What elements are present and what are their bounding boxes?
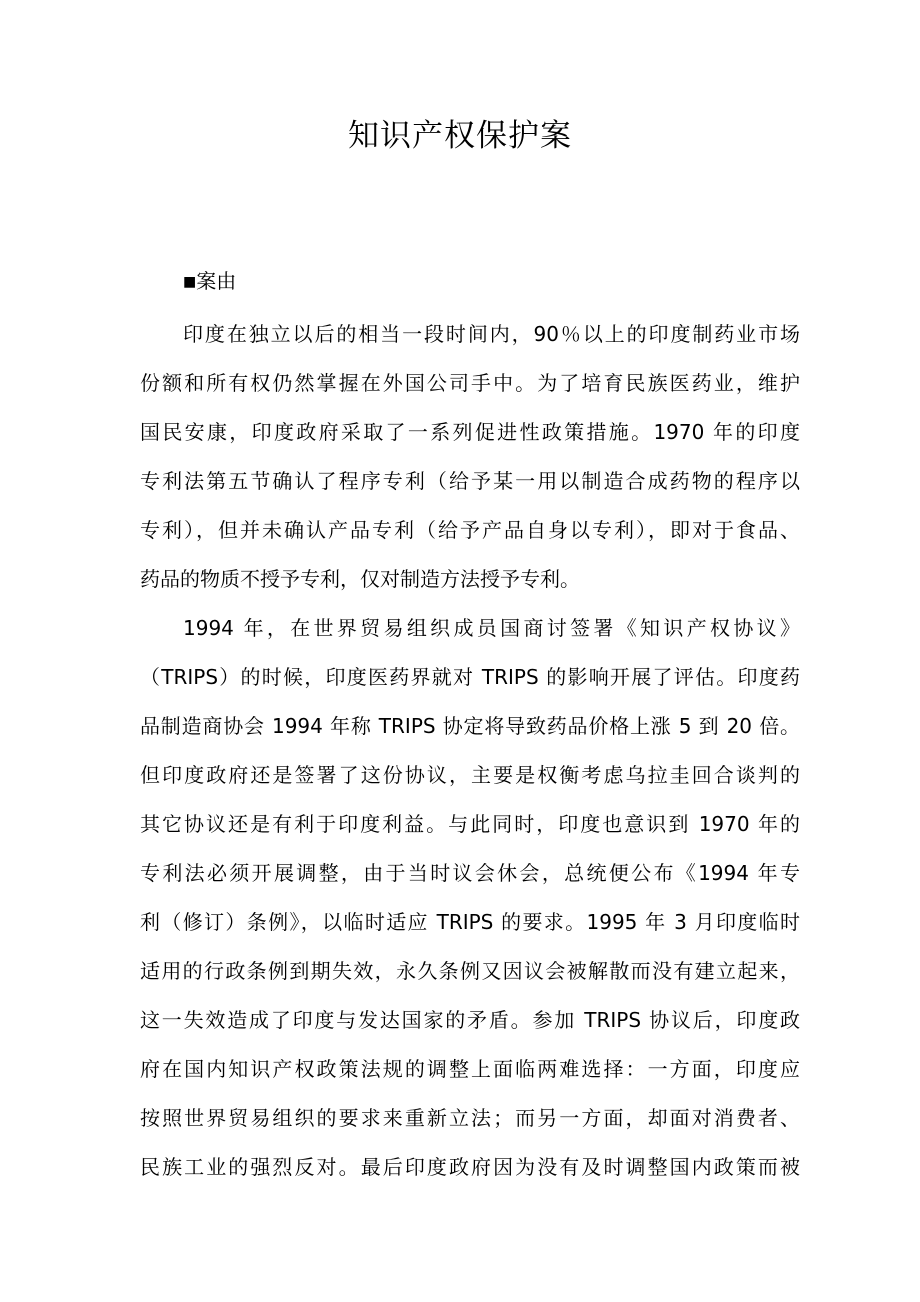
paragraph-line: 按照世界贸易组织的要求来重新立法；而另一方面，却面对消费者、: [140, 1106, 800, 1130]
paragraph-line: 药品的物质不授予专利，仅对制造方法授予专利。: [140, 567, 580, 591]
paragraph-line: 其它协议还是有利于印度利益。与此同时，印度也意识到 1970 年的: [140, 812, 800, 836]
paragraph-line: 印度在独立以后的相当一段时间内，90％以上的印度制药业市场: [183, 322, 800, 346]
paragraph-line: 利（修订）条例》，以临时适应 TRIPS 的要求。1995 年 3 月印度临时: [140, 910, 800, 934]
paragraph-line: 份额和所有权仍然掌握在外国公司手中。为了培育民族医药业，维护: [140, 371, 800, 395]
paragraph-2: [140, 604, 800, 1192]
paragraph-line: 民族工业的强烈反对。最后印度政府因为没有及时调整国内政策而被: [140, 1155, 800, 1179]
paragraph-line: 1994 年，在世界贸易组织成员国商讨签署《知识产权协议》: [183, 616, 800, 640]
paragraph-line: 品制造商协会 1994 年称 TRIPS 协定将导致药品价格上涨 5 到 20 倍。: [140, 714, 800, 738]
document-body: [140, 262, 800, 1192]
document-title: 知识产权保护案: [348, 118, 572, 154]
section-heading-label: 案由: [196, 269, 237, 293]
paragraph-line: （TRIPS）的时候，印度医药界就对 TRIPS 的影响开展了评估。印度药: [140, 665, 800, 689]
paragraph-line: 府在国内知识产权政策法规的调整上面临两难选择：一方面，印度应: [140, 1057, 800, 1081]
paragraph-line: 专利法第五节确认了程序专利（给予某一用以制造合成药物的程序以: [140, 469, 800, 493]
paragraph-line: 国民安康，印度政府采取了一系列促进性政策措施。1970 年的印度: [140, 420, 800, 444]
paragraph-1: [140, 310, 800, 604]
paragraph-line: 专利），但并未确认产品专利（给予产品自身以专利），即对于食品、: [140, 518, 800, 542]
section-heading: [140, 262, 800, 300]
paragraph-line: 但印度政府还是签署了这份协议，主要是权衡考虑乌拉圭回合谈判的: [140, 763, 800, 787]
paragraph-line: 这一失效造成了印度与发达国家的矛盾。参加 TRIPS 协议后，印度政: [140, 1008, 800, 1032]
paragraph-line: 专利法必须开展调整，由于当时议会休会，总统便公布《1994 年专: [140, 861, 800, 885]
square-bullet-icon: ■: [183, 274, 197, 290]
paragraph-line: 适用的行政条例到期失效，永久条例又因议会被解散而没有建立起来，: [140, 959, 800, 983]
